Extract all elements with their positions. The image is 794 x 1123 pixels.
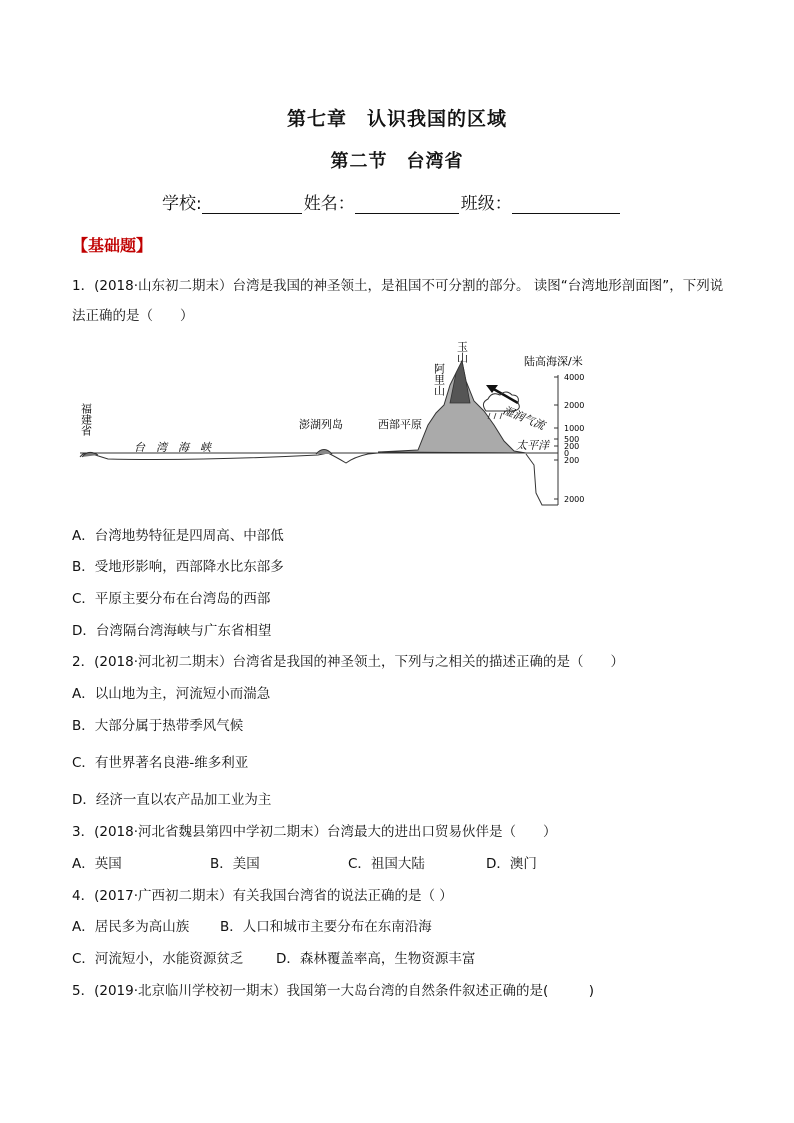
label-penghu: 澎湖列岛 [299, 418, 343, 431]
question-2-stem: 2．(2018·河北初二期末）台湾省是我国的神圣领土，下列与之相关的描述正确的是（ ） [72, 654, 625, 670]
axis-tick-200: 200 [564, 442, 580, 451]
question-2-option-b[interactable]: B．大部分属于热带季风气候 [72, 718, 244, 734]
label-west-plain: 西部平原 [378, 418, 422, 431]
question-3-option-c[interactable]: C．祖国大陆 [348, 856, 425, 872]
question-4-option-c[interactable]: C．河流短小，水能资源贫乏 [72, 951, 244, 967]
question-2-option-c[interactable]: C．有世界著名良港-维多利亚 [72, 755, 249, 771]
axis-tick-neg200: 200 [564, 456, 580, 465]
question-3-option-a[interactable]: A．英国 [72, 856, 122, 872]
question-1-stem: 1．(2018·山东初二期末）台湾是我国的神圣领土，是祖国不可分割的部分。 读图“台湾地形剖面图”，下列说法正确的是（ ） [72, 278, 724, 324]
question-2-option-d[interactable]: D．经济一直以农产品加工业为主 [72, 792, 272, 808]
question-4-option-a[interactable]: A．居民多为高山族 [72, 919, 190, 935]
class-field[interactable] [512, 193, 620, 214]
axis-tick-1000: 1000 [564, 424, 585, 433]
chapter-title: 第七章 认识我国的区域 [286, 108, 507, 130]
axis-tick-neg2000: 2000 [564, 495, 585, 504]
question-4-options-row-2 [72, 949, 475, 969]
axis-tick-0: 0 [564, 449, 570, 458]
question-3-options [72, 854, 586, 874]
label-airflow: 湿润气流 [500, 403, 547, 433]
question-4-option-b[interactable]: B．人口和城市主要分布在东南沿海 [220, 919, 432, 935]
school-label: 学校: [162, 194, 202, 214]
question-1-option-b[interactable]: B．受地形影响，西部降水比东部多 [72, 559, 284, 575]
name-label: 姓名： [303, 194, 355, 214]
axis-title: 陆高海深/米 [524, 355, 583, 368]
class-label: 班级： [460, 194, 512, 214]
label-strait: 台 湾 海 峡 [134, 441, 211, 454]
question-3-option-b[interactable]: B．美国 [210, 856, 260, 872]
question-2-option-a[interactable]: A．以山地为主，河流短小而湍急 [72, 686, 271, 702]
taiwan-terrain-profile-figure [78, 333, 618, 513]
question-1-option-a[interactable]: A．台湾地势特征是四周高、中部低 [72, 528, 284, 544]
question-5-stem: 5．(2019·北京临川学校初一期末）我国第一大岛台湾的自然条件叙述正确的是( ) [72, 983, 595, 999]
question-1-option-d[interactable]: D．台湾隔台湾海峡与广东省相望 [72, 623, 272, 639]
section-label-basic: 【基础题】 [72, 236, 153, 255]
axis-tick-4000: 4000 [564, 373, 585, 382]
question-4-stem: 4．(2017·广西初二期末）有关我国台湾省的说法正确的是（ ） [72, 888, 453, 904]
question-3-stem: 3．(2018·河北省魏县第四中学初二期末）台湾最大的进出口贸易伙伴是（ ） [72, 824, 557, 840]
question-4-option-d[interactable]: D．森林覆盖率高，生物资源丰富 [276, 951, 476, 967]
label-pacific: 太平洋 [516, 439, 549, 452]
axis-tick-500: 500 [564, 435, 580, 444]
axis-tick-2000: 2000 [564, 401, 585, 410]
student-info-line [162, 189, 622, 214]
label-yushan: 玉山 [455, 341, 469, 363]
school-field[interactable] [202, 193, 302, 214]
label-alishan: 阿里山 [432, 363, 446, 396]
label-fujian: 福建省 [79, 403, 93, 436]
section-title: 第二节 台湾省 [330, 151, 464, 172]
name-field[interactable] [355, 193, 459, 214]
question-4-options-row-1 [72, 917, 432, 937]
question-1-option-c[interactable]: C．平原主要分布在台湾岛的西部 [72, 591, 271, 607]
question-3-option-d[interactable]: D．澳门 [486, 856, 537, 872]
